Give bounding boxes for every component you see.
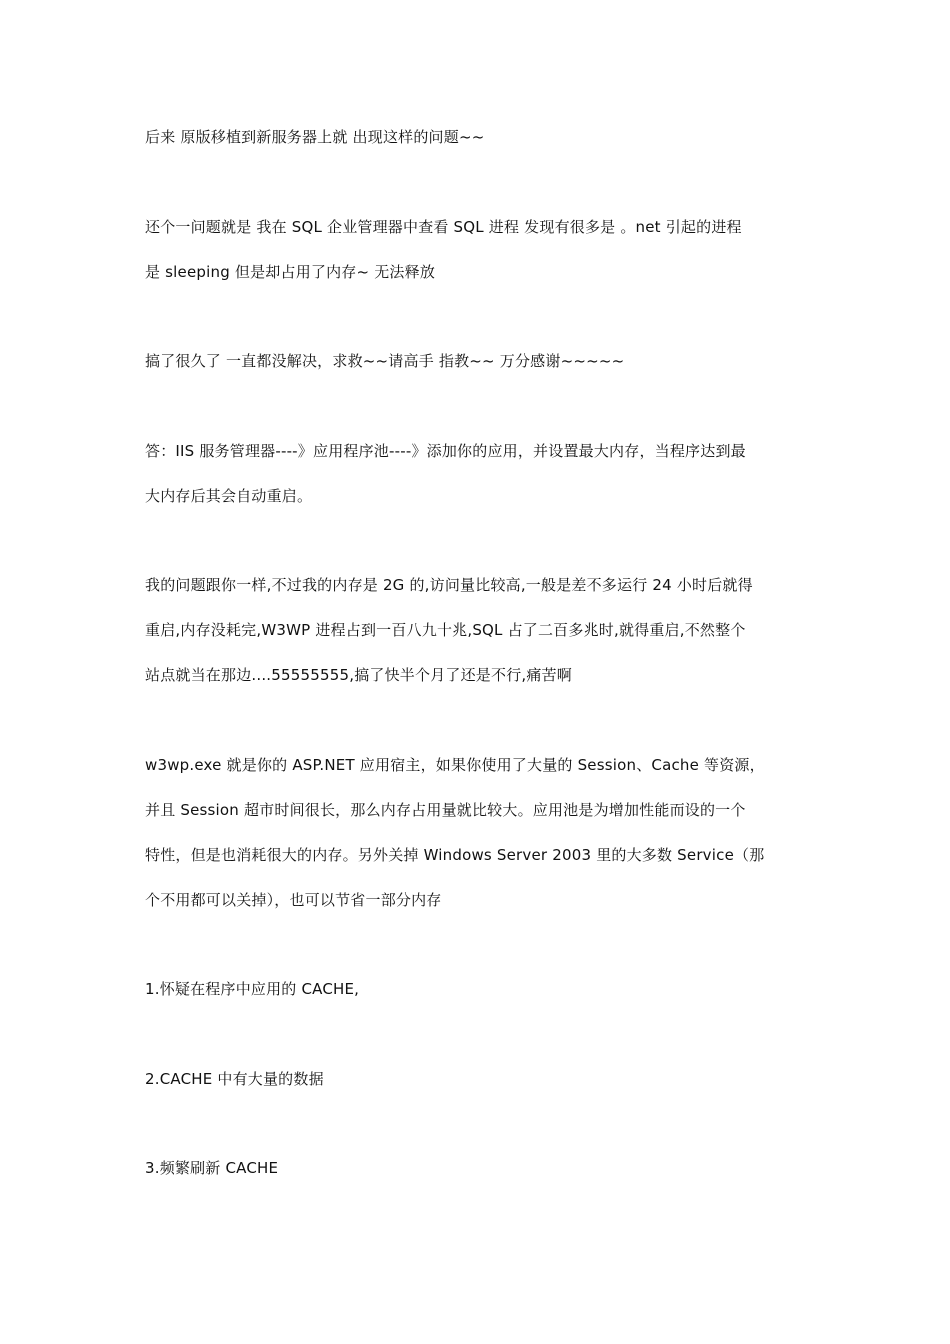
paragraph-migration-issue	[145, 115, 807, 160]
text-line: 是 sleeping 但是却占用了内存~ 无法释放	[145, 263, 436, 281]
text-line: 1.怀疑在程序中应用的 CACHE,	[145, 980, 360, 998]
text-line: 还个一问题就是 我在 SQL 企业管理器中查看 SQL 进程 发现有很多是 。net 引起的进程	[145, 218, 742, 236]
paragraph-w3wp-explanation	[145, 743, 807, 923]
paragraph-answer-iis	[145, 429, 807, 519]
paragraph-sql-process-issue	[145, 205, 807, 295]
text-line: 大内存后其会自动重启。	[145, 487, 313, 505]
text-line: w3wp.exe 就是你的 ASP.NET 应用宿主，如果你使用了大量的 Session、Cache 等资源，	[145, 756, 765, 774]
list-item-3	[145, 1146, 807, 1191]
text-line: 个不用都可以关掉），也可以节省一部分内存	[145, 891, 442, 909]
paragraph-same-problem	[145, 563, 807, 698]
text-line: 后来 原版移植到新服务器上就 出现这样的问题~~	[145, 128, 485, 146]
text-line: 并且 Session 超市时间很长，那么内存占用量就比较大。应用池是为增加性能而设的一个	[145, 801, 746, 819]
text-line: 重启,内存没耗完,W3WP 进程占到一百八九十兆,SQL 占了二百多兆时,就得重启,不然整个	[145, 621, 746, 639]
text-line: 答：IIS 服务管理器----》应用程序池----》添加你的应用，并设置最大内存，当程序达到最	[145, 442, 746, 460]
text-line: 3.频繁刷新 CACHE	[145, 1159, 279, 1177]
text-line: 2.CACHE 中有大量的数据	[145, 1070, 324, 1088]
paragraph-request-help	[145, 339, 807, 384]
list-item-1	[145, 967, 807, 1012]
text-line: 特性，但是也消耗很大的内存。另外关掉 Windows Server 2003 里的大多数 Service（那	[145, 846, 765, 864]
text-line: 搞了很久了 一直都没解决，求救~~请高手 指教~~ 万分感谢~~~~~	[145, 352, 625, 370]
text-line: 站点就当在那边....55555555,搞了快半个月了还是不行,痛苦啊	[145, 666, 572, 684]
list-item-2	[145, 1057, 807, 1102]
text-line: 我的问题跟你一样,不过我的内存是 2G 的,访问量比较高,一般是差不多运行 24 小时后就得	[145, 576, 753, 594]
